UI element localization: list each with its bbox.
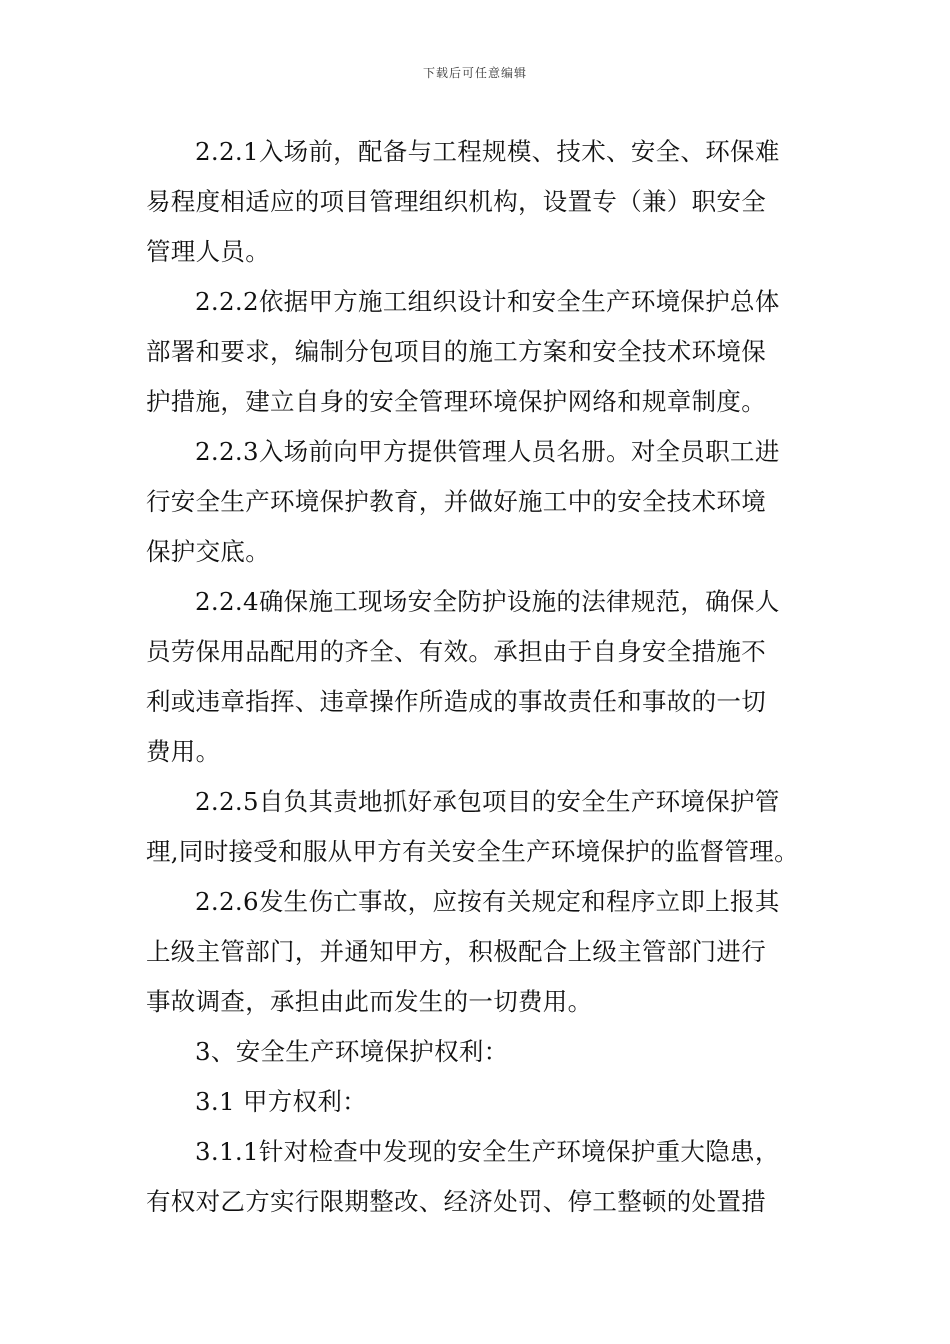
text-line: 2.2.5自负其责地抓好承包项目的安全生产环境保护管 (195, 787, 780, 816)
text-line: 管理人员。 (146, 237, 270, 266)
text-line: 易程度相适应的项目管理组织机构，设置专（兼）职安全 (146, 187, 766, 216)
text-line: 2.2.3入场前向甲方提供管理人员名册。对全员职工进 (195, 437, 780, 466)
text-line: 2.2.2依据甲方施工组织设计和安全生产环境保护总体 (195, 287, 780, 316)
section-heading-3-1 (146, 1077, 812, 1127)
text-line: 2.2.4确保施工现场安全防护设施的法律规范，确保人 (195, 587, 780, 616)
text-line: 2.2.1入场前，配备与工程规模、技术、安全、环保难 (195, 137, 780, 166)
text-line: 保护交底。 (146, 537, 270, 566)
text-line: 利或违章指挥、违章操作所造成的事故责任和事故的一切 (146, 687, 766, 716)
text-line: 事故调查，承担由此而发生的一切费用。 (146, 987, 593, 1016)
text-line: 费用。 (146, 737, 221, 766)
text-line: 行安全生产环境保护教育，并做好施工中的安全技术环境 (146, 487, 766, 516)
text-line: 有权对乙方实行限期整改、经济处罚、停工整顿的处置措 (146, 1187, 766, 1216)
paragraph-2-2-6 (146, 877, 812, 1027)
text-line: 3、安全生产环境保护权利： (195, 1037, 509, 1066)
section-heading-3 (146, 1027, 812, 1077)
text-line: 上级主管部门，并通知甲方，积极配合上级主管部门进行 (146, 937, 766, 966)
text-line: 2.2.6发生伤亡事故，应按有关规定和程序立即上报其 (195, 887, 780, 916)
text-line: 理,同时接受和服从甲方有关安全生产环境保护的监督管理。 (146, 837, 799, 866)
text-line: 3.1.1针对检查中发现的安全生产环境保护重大隐患， (195, 1137, 780, 1166)
paragraph-2-2-1 (146, 127, 812, 277)
document-body (146, 127, 812, 1227)
paragraph-2-2-3 (146, 427, 812, 577)
paragraph-2-2-5 (146, 777, 812, 877)
paragraph-3-1-1 (146, 1127, 812, 1227)
paragraph-2-2-2 (146, 277, 812, 427)
text-line: 护措施，建立自身的安全管理环境保护网络和规章制度。 (146, 387, 766, 416)
text-line: 3.1 甲方权利： (195, 1087, 367, 1116)
text-line: 部署和要求，编制分包项目的施工方案和安全技术环境保 (146, 337, 766, 366)
paragraph-2-2-4 (146, 577, 812, 777)
header-note: 下载后可任意编辑 (422, 66, 527, 80)
text-line: 员劳保用品配用的齐全、有效。承担由于自身安全措施不 (146, 637, 766, 666)
